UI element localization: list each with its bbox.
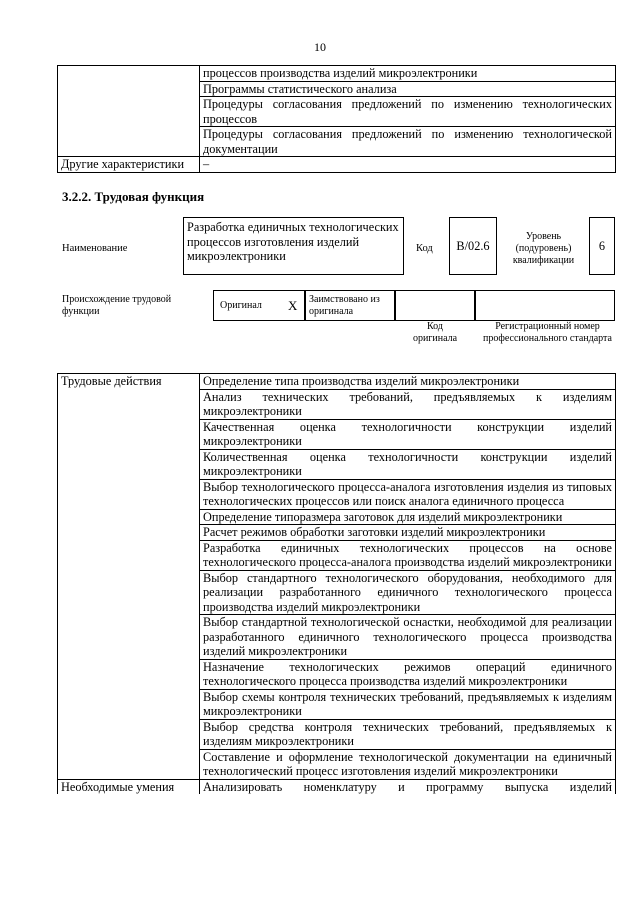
name-label: Наименование [62, 243, 128, 254]
action-item: Определение типа производства изделий микроэлектроники [200, 374, 616, 390]
action-item: Анализ технических требований, предъявляемых к изделиям микроэлектроники [200, 389, 616, 419]
borrowed-label: Заимствовано из оригинала [309, 294, 380, 317]
action-item: Расчет режимов обработки заготовки изделий микроэлектроники [200, 525, 616, 541]
reg-number-box [475, 290, 615, 321]
origin-label: Происхождение трудовой функции [62, 294, 172, 317]
table-cell: процессов производства изделий микроэлектроники [200, 66, 616, 82]
action-item: Выбор стандартного технологического оборудования, необходимого для реализации разработанного единичного технологического процесса производства изделий микроэлектроники [200, 570, 616, 615]
action-item: Выбор схемы контроля технических требований, предъявляемых к изделиям микроэлектроники [200, 689, 616, 719]
main-table [57, 373, 616, 794]
table-row [58, 66, 616, 82]
table-row [58, 779, 616, 794]
action-item: Выбор технологического процесса-аналога изготовления изделия из типовых технологических процессов или поиск аналога единичного процесса [200, 479, 616, 509]
table-cell: Процедуры согласования предложений по изменению технологической документации [200, 127, 616, 157]
reg-number-label: Регистрационный номер профессионального стандарта [483, 321, 612, 344]
code-original-box [395, 290, 475, 321]
borrowed-box [305, 290, 395, 321]
original-label: Оригинал [220, 300, 262, 311]
action-item: Разработка единичных технологических процессов на основе технологического процесса-аналога производства изделий микроэлектроники [200, 540, 616, 570]
page-number: 10 [314, 40, 326, 54]
level-box: 6 [589, 217, 615, 275]
action-item: Выбор стандартной технологической оснастки, необходимой для реализации разработанного единичного технологического процесса производства изделий микроэлектроники [200, 615, 616, 660]
skills-label: Необходимые умения [58, 779, 200, 794]
action-item: Количественная оценка технологичности конструкции изделий микроэлектроники [200, 449, 616, 479]
action-item: Назначение технологических режимов операций единичного технологического процесса производства изделий микроэлектроники [200, 659, 616, 689]
code-box: B/02.6 [449, 217, 497, 275]
function-name-box: Разработка единичных технологических процессов изготовления изделий микроэлектроники [183, 217, 404, 275]
table-cell: – [200, 157, 616, 173]
action-item: Качественная оценка технологичности конструкции изделий микроэлектроники [200, 419, 616, 449]
action-item: Выбор средства контроля технических требований, предъявляемых к изделиям микроэлектроники [200, 719, 616, 749]
skill-item: Анализировать номенклатуру и программу выпуска изделий [200, 779, 616, 794]
table-label-cell [58, 66, 200, 157]
table-cell: Процедуры согласования предложений по изменению технологических процессов [200, 97, 616, 127]
table-row [58, 374, 616, 390]
action-item: Определение типоразмера заготовок для изделий микроэлектроники [200, 509, 616, 525]
actions-label: Трудовые действия [58, 374, 200, 780]
top-table [57, 65, 616, 173]
action-item: Составление и оформление технологической документации на единичный технологический процесс изготовления изделий микроэлектроники [200, 749, 616, 779]
original-mark: X [288, 298, 298, 313]
code-original-label: Код оригинала [412, 321, 458, 344]
level-label: Уровень (подуровень) квалификации [512, 231, 575, 266]
code-label: Код [416, 243, 433, 254]
table-row [58, 157, 616, 173]
table-cell: Программы статистического анализа [200, 81, 616, 97]
section-title: 3.2.2. Трудовая функция [62, 189, 205, 204]
original-box [213, 290, 305, 321]
table-label-cell: Другие характеристики [58, 157, 200, 173]
